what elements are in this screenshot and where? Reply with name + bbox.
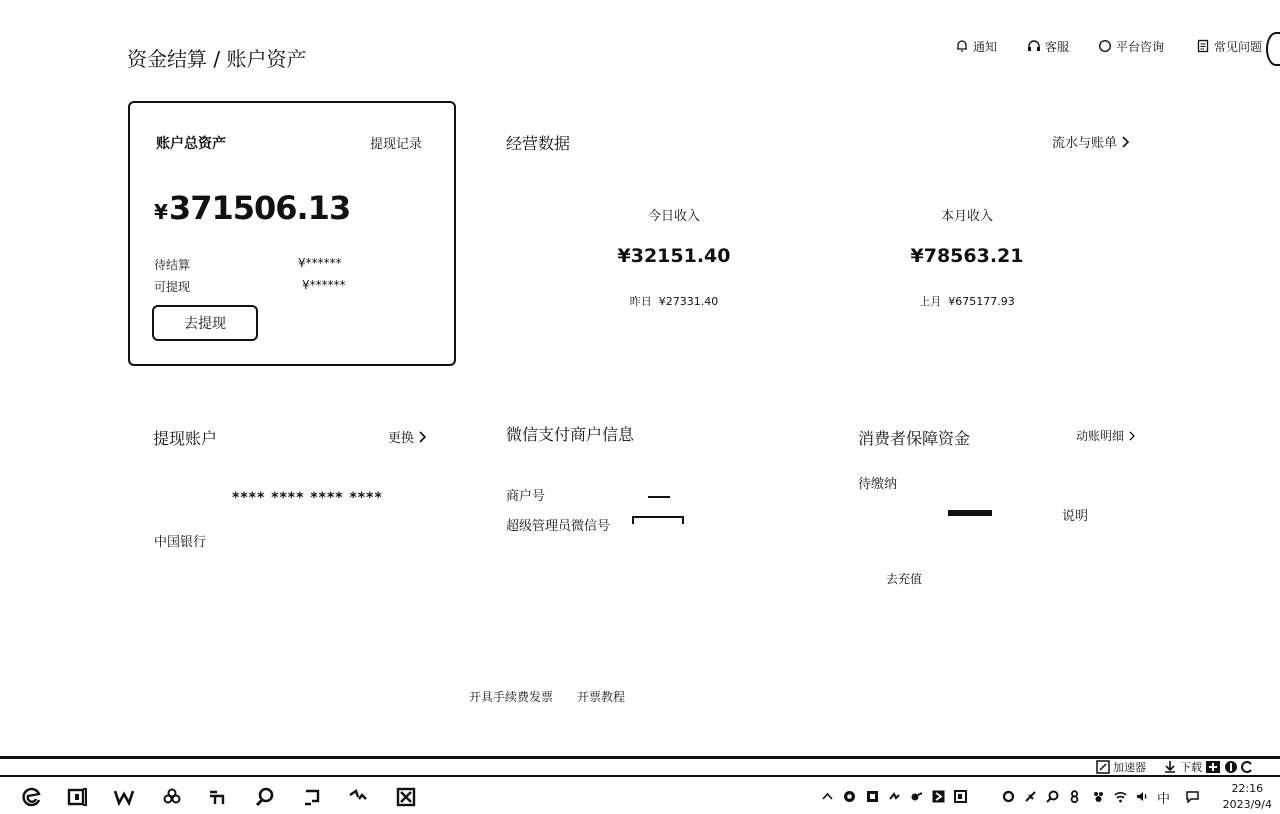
amount-value: 371506.13 (168, 189, 351, 227)
chat-app-icon[interactable] (348, 787, 368, 807)
month-income-label: 本月收入 (940, 209, 993, 224)
today-income-label: 今日收入 (647, 209, 700, 224)
last-month-label: 上月 (919, 295, 942, 308)
fund-detail-label: 动账明细 (1076, 429, 1125, 443)
clock-time: 22:16 (1231, 782, 1264, 795)
withdrawable-label: 可提现 (154, 280, 191, 294)
fund-note-explain[interactable]: 说明 (1062, 509, 1089, 524)
window-switch-icon[interactable] (302, 787, 322, 807)
last-month-income (867, 293, 1067, 309)
platform-consult-label: 平台咨询 (1116, 39, 1165, 54)
withdraw-button[interactable]: 去提现 (152, 305, 258, 341)
total-assets-title: 账户总资产 (156, 136, 226, 152)
yesterday-income (574, 293, 774, 309)
admin-wechat-label: 超级管理员微信号 (506, 519, 611, 534)
clock-date: 2023/9/4 (1222, 798, 1272, 811)
download-label: 下载 (1180, 761, 1202, 774)
tray-box-icon[interactable] (866, 790, 879, 803)
invoice-tutorial-link[interactable]: 开票教程 (577, 690, 626, 704)
last-month-value: ¥675177.93 (948, 295, 1015, 308)
customer-service-link[interactable] (1027, 36, 1069, 56)
statement-link[interactable] (1052, 132, 1129, 151)
operating-data-title: 经营数据 (506, 134, 571, 153)
bank-name: 中国银行 (154, 535, 207, 550)
refresh-icon (1241, 760, 1253, 774)
yesterday-value: ¥27331.40 (658, 295, 719, 308)
notification-center-icon[interactable] (1186, 790, 1199, 803)
wps-icon[interactable] (114, 787, 134, 807)
month-income-value: ¥78563.21 (910, 245, 1024, 267)
notifications-link[interactable] (955, 36, 997, 56)
breadcrumb-section[interactable]: 资金结算 (127, 47, 207, 71)
headset-icon (1027, 39, 1041, 53)
ime-indicator[interactable]: 中 (1157, 792, 1171, 807)
chevron-right-icon (1128, 431, 1135, 441)
fund-detail-link[interactable] (1076, 427, 1135, 444)
bell-icon (955, 39, 969, 53)
recharge-link[interactable]: 去充值 (886, 572, 923, 586)
platform-consult-link[interactable] (1098, 36, 1164, 56)
service-fee-invoice-link[interactable]: 开具手续费发票 (469, 690, 554, 704)
breadcrumb-separator: / (207, 47, 227, 71)
office-icon[interactable] (67, 787, 87, 807)
currency-symbol: ¥ (154, 200, 167, 224)
accelerator-label: 加速器 (1113, 761, 1146, 774)
edge-browser-icon[interactable] (22, 787, 42, 807)
speaker-icon[interactable] (1136, 790, 1149, 803)
withdraw-account-title: 提现账户 (153, 429, 218, 448)
taskbar (0, 777, 1280, 814)
search-icon[interactable] (255, 787, 275, 807)
pending-settlement-value: ¥****** (298, 256, 342, 270)
chevron-right-icon (1121, 136, 1129, 148)
tray-window-icon[interactable] (954, 790, 967, 803)
tray-paw-icon[interactable] (1092, 790, 1105, 803)
tray-accelerator[interactable] (1096, 759, 1146, 775)
withdrawable-value: ¥****** (302, 278, 346, 292)
plus-box-icon (1205, 760, 1221, 774)
avatar[interactable] (1266, 32, 1280, 66)
tray-download[interactable] (1163, 759, 1253, 775)
tray-app-icon[interactable] (843, 790, 856, 803)
chevron-up-icon[interactable] (821, 790, 834, 803)
pending-settlement-label: 待结算 (154, 258, 191, 272)
tray-feather-icon[interactable] (1024, 790, 1037, 803)
system-clock[interactable] (1223, 781, 1272, 813)
clover-app-icon[interactable] (162, 787, 182, 807)
admin-wechat-redacted (632, 516, 684, 524)
consumer-fund-title: 消费者保障资金 (858, 429, 971, 448)
tray-bird-icon[interactable] (910, 790, 923, 803)
notifications-label: 通知 (973, 39, 998, 54)
asset-card (128, 101, 456, 366)
tray-square-icon[interactable] (932, 790, 945, 803)
shield-icon (1224, 760, 1238, 774)
today-income-value: ¥32151.40 (617, 245, 731, 267)
wechat-merchant-title: 微信支付商户信息 (506, 425, 635, 444)
faq-link[interactable] (1196, 36, 1262, 56)
customer-service-label: 客服 (1045, 39, 1070, 54)
change-account-label: 更换 (388, 431, 415, 446)
change-account-link[interactable] (388, 427, 426, 446)
tray-eight-icon[interactable] (1068, 790, 1081, 803)
file-explorer-icon[interactable] (207, 787, 227, 807)
merchant-no-label: 商户号 (506, 489, 546, 504)
faq-label: 常见问题 (1214, 39, 1263, 54)
document-icon (1196, 39, 1210, 53)
yesterday-label: 昨日 (629, 295, 652, 308)
fund-note-redacted (948, 510, 992, 516)
download-icon (1163, 760, 1177, 774)
breadcrumb (127, 43, 306, 72)
wifi-icon[interactable] (1114, 790, 1127, 803)
tray-search-icon[interactable] (1046, 790, 1059, 803)
chevron-right-icon (418, 431, 426, 443)
merchant-no-redacted (648, 496, 670, 498)
circle-icon (1098, 39, 1112, 53)
page-title: 账户资产 (226, 47, 307, 71)
tray-cloud-icon[interactable] (888, 790, 901, 803)
tool-app-icon[interactable] (396, 787, 416, 807)
card-number: **** **** **** **** (232, 490, 383, 506)
accelerator-icon (1096, 760, 1110, 774)
fund-status: 待缴纳 (858, 477, 898, 492)
taskbar-top-border (0, 756, 1280, 759)
total-assets-amount (154, 189, 350, 227)
tray-ring-icon[interactable] (1002, 790, 1015, 803)
statement-link-label: 流水与账单 (1052, 136, 1118, 151)
withdraw-record-link[interactable]: 提现记录 (369, 137, 422, 152)
